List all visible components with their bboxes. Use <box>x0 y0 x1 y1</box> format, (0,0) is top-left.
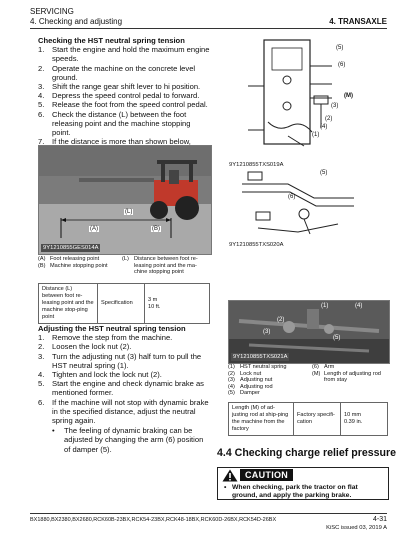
note-bullet: • The feeling of dynamic braking can be adjusted by changing the arm (6) position of damper (5). <box>52 426 204 454</box>
spec-value: 3 m 10 ft. <box>145 284 210 324</box>
step-item: 5. Start the engine and check dynamic brake as mentioned former. <box>38 379 204 398</box>
subsection-label: 4. Checking and adjusting <box>30 17 123 26</box>
step-item: 7. If the distance is more than shown below, <box>38 137 191 147</box>
step-item: 6. If the machine will not stop with dynamic brake in the specified distance, adjust the neutral spring again. <box>38 397 209 426</box>
legend-distance <box>38 256 210 276</box>
distance-marker <box>39 146 211 254</box>
spec2-value: 10 mm 0.39 in. <box>341 403 388 436</box>
caution-text: • When checking, park the tractor on flat ground, and apply the parking brake. <box>224 484 358 499</box>
step-item: 3. Shift the range gear shift lever to hi position. <box>38 82 201 92</box>
fig3-label-5: (5) <box>320 170 328 176</box>
spec-table-rod-length <box>228 402 388 436</box>
figure-caption: 9Y1210855GES014A <box>43 245 99 251</box>
caution-box <box>217 467 389 500</box>
step-item: 6. Check the distance (L) between the foot releasing point and the machine stopping point. <box>38 109 191 138</box>
heading-adjusting: Adjusting the HST neutral spring tension <box>38 324 186 333</box>
legend-item: (3) Adjusting nut <box>228 377 273 384</box>
step-item: 2. Loosen the lock nut (2). <box>38 342 132 352</box>
spec-table-distance <box>38 283 210 324</box>
legend-item: (4) Adjusting rod <box>228 383 273 390</box>
fig2-label-6: (6) <box>338 62 346 68</box>
spec-item: Distance (L) between foot re-leasing point and the machine stop-ping point <box>39 284 98 324</box>
fig4-caption: 9Y1210855TXS021A <box>233 354 288 360</box>
fig3-label-6: (6) <box>288 194 296 200</box>
step-item: 4. Tighten and lock the lock nut (2). <box>38 370 162 380</box>
fig4-label-1: (1) <box>321 303 329 309</box>
spec-type: Specification <box>98 284 145 324</box>
tractor-photo <box>38 145 212 255</box>
heading-checking: Checking the HST neutral spring tension <box>38 36 185 45</box>
step-item: 2. Operate the machine on the concrete level ground. <box>38 63 196 82</box>
fig2-caption: 9Y1210855TXS019A <box>229 162 284 168</box>
section-title: 4.4 Checking charge relief pressure <box>217 447 396 459</box>
fig4-label-5: (5) <box>333 335 341 341</box>
step-item: 5. Release the foot from the speed control pedal. <box>38 100 208 110</box>
warning-icon <box>222 469 238 482</box>
fig4-label-4: (4) <box>355 303 363 309</box>
step-item: 1. Start the engine and hold the maximum engine speeds. <box>38 45 210 64</box>
fig4-label-2: (2) <box>277 317 285 323</box>
fig2-label-3: (3) <box>331 103 339 109</box>
legend-item: (M) Length of adjusting rod from stay <box>312 370 381 384</box>
caution-label: CAUTION <box>240 469 293 481</box>
footer-models: BX1880,BX2380,BX2680,RCK60B-23BX,RCK54-23BX,RCK48-18BX,RCK60D-26BX,RCK54D-26BX <box>30 517 277 523</box>
header-rule <box>30 28 387 29</box>
fig2-label-5: (5) <box>336 45 344 51</box>
marker-A: (A) <box>90 226 98 232</box>
marker-L: (L) <box>125 209 133 215</box>
spec2-item: Length (M) of ad-justing rod at ship-ping the machine from the factory <box>229 403 294 436</box>
spring-photo <box>228 300 390 364</box>
legend-item: (A) Foot releasing point <box>38 256 100 262</box>
chapter-label: 4. TRANSAXLE <box>329 17 387 26</box>
fig2-label-2: (2) <box>325 116 333 122</box>
fig3-caption: 9Y1210855TXS020A <box>229 242 284 248</box>
adjusting-procedure <box>38 324 210 454</box>
step-item: 3. Turn the adjusting nut (3) half turn to pull the HST neutral spring (1). <box>38 351 202 370</box>
adjusting-steps <box>38 333 210 425</box>
fig4-label-3: (3) <box>263 329 271 335</box>
legend-item: (L) Distance between foot re-leasing point and the ma-chine stopping point <box>122 256 198 276</box>
legend-item: (2) Lock nut <box>228 370 262 377</box>
legend-item: (6) Arm <box>312 364 335 370</box>
legend-item: (5) Damper <box>228 390 260 397</box>
legend-item: (1) HST neutral spring <box>228 364 287 370</box>
marker-B: (B) <box>152 226 160 232</box>
page-number: 4-31 <box>372 516 387 523</box>
spec2-type: Factory specifi-cation <box>294 403 341 436</box>
pedal-diagram <box>228 168 368 246</box>
fig2-label-M: (M) <box>344 93 353 99</box>
footer-rule <box>30 513 387 514</box>
section-label: SERVICING <box>30 7 74 16</box>
legend-parts <box>228 364 388 397</box>
fig2-label-4: (4) <box>320 124 328 130</box>
legend-item: (B) Machine stopping point <box>38 262 108 269</box>
step-item: 1. Remove the step from the machine. <box>38 333 173 343</box>
rod-diagram <box>228 36 368 156</box>
issue-info: KiSC issued 03, 2019 A <box>326 525 387 531</box>
step-item: 4. Depress the speed control pedal to forward. <box>38 91 200 101</box>
fig2-label-1: (1) <box>312 132 320 138</box>
